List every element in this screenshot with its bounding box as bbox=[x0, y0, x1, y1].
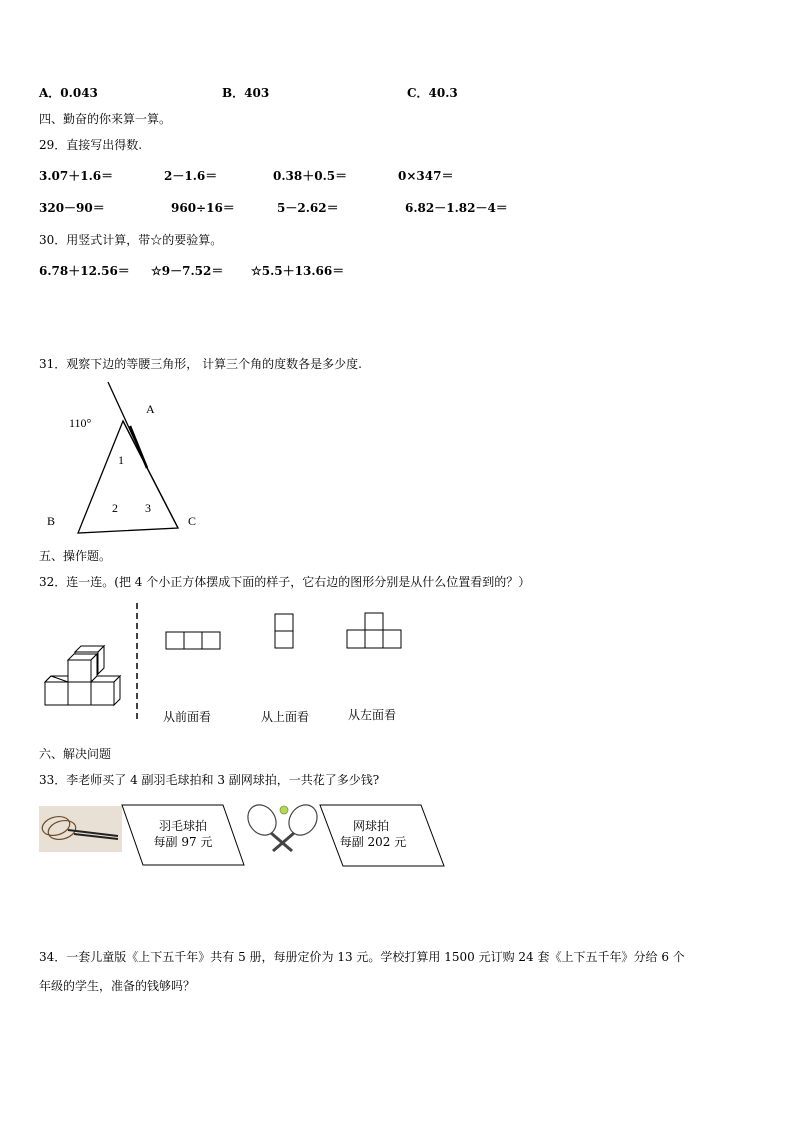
angle-110-label: 110° bbox=[69, 416, 92, 430]
q34-line1: 34．一套儿童版《上下五千年》共有 5 册，每册定价为 13 元。学校打算用 1500 元订购 24 套《上下五千年》分给 6 个 bbox=[39, 950, 685, 964]
q29-item: 5－2.62＝ bbox=[277, 201, 339, 215]
q30-item: ☆9－7.52＝ bbox=[151, 264, 224, 278]
angle-3-label: 3 bbox=[145, 501, 151, 515]
view-front-label: 从前面看 bbox=[163, 710, 212, 724]
badminton-price: 每副 97 元 bbox=[153, 835, 213, 849]
angle-1-label: 1 bbox=[118, 453, 124, 467]
option-c: C．40.3 bbox=[407, 86, 458, 100]
q29-item: 0.38＋0.5＝ bbox=[273, 169, 348, 183]
section4-title: 四、勤奋的你来算一算。 bbox=[39, 112, 172, 126]
option-b: B．403 bbox=[222, 86, 270, 100]
vertex-b-label: B bbox=[47, 514, 56, 528]
q29-item: 320－90＝ bbox=[39, 201, 105, 215]
q29-item: 0×347＝ bbox=[398, 169, 454, 183]
q32-title: 32．连一连。(把 4 个小正方体摆成下面的样子，它右边的图形分别是从什么位置看到的？） bbox=[39, 575, 531, 589]
section5-title: 五、操作题。 bbox=[39, 549, 112, 563]
q29-item: 3.07＋1.6＝ bbox=[39, 169, 114, 183]
q30-item: ☆5.5＋13.66＝ bbox=[251, 264, 345, 278]
q29-item: 960÷16＝ bbox=[171, 201, 235, 215]
q29-item: 6.82－1.82－4＝ bbox=[405, 201, 508, 215]
q29-item: 2－1.6＝ bbox=[164, 169, 218, 183]
tennis-name: 网球拍 bbox=[352, 819, 389, 833]
badminton-name: 羽毛球拍 bbox=[158, 819, 207, 833]
option-a: A．0.043 bbox=[39, 86, 98, 100]
q30-item: 6.78＋12.56＝ bbox=[39, 264, 130, 278]
q33-title: 33．李老师买了 4 副羽毛球拍和 3 副网球拍，一共花了多少钱? bbox=[39, 773, 380, 787]
angle-2-label: 2 bbox=[112, 501, 118, 515]
q30-title: 30．用竖式计算，带☆的要验算。 bbox=[39, 233, 223, 247]
q34-line2: 年级的学生，准备的钱够吗？ bbox=[39, 979, 196, 993]
q31-title: 31．观察下边的等腰三角形， 计算三个角的度数各是多少度. bbox=[39, 357, 362, 371]
vertex-a-label: A bbox=[146, 402, 155, 416]
q29-title: 29．直接写出得数. bbox=[39, 138, 143, 152]
view-left-label: 从左面看 bbox=[348, 708, 397, 722]
tennis-price: 每副 202 元 bbox=[339, 835, 407, 849]
vertex-c-label: C bbox=[188, 514, 197, 528]
section6-title: 六、解决问题 bbox=[39, 747, 112, 761]
view-top-label: 从上面看 bbox=[261, 710, 310, 724]
